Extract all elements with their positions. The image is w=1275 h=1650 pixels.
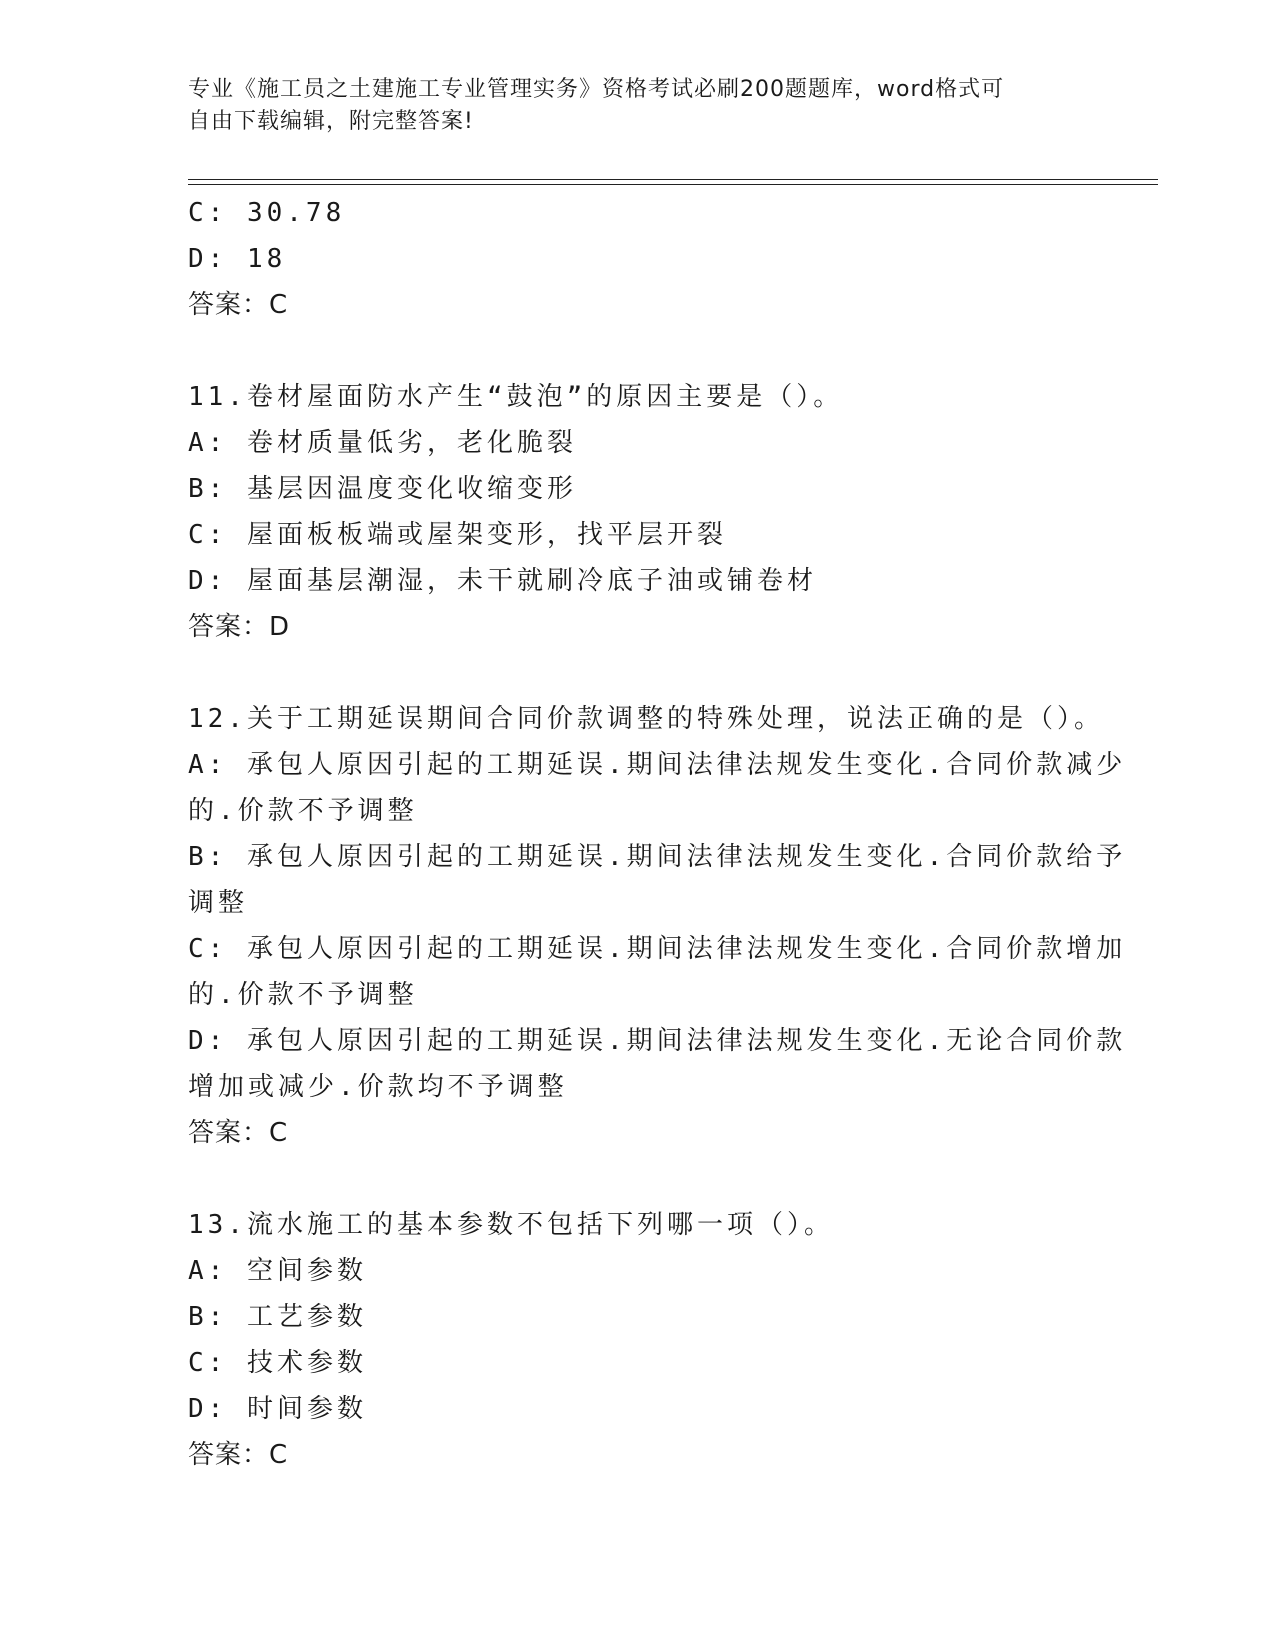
option-a: A: 卷材质量低劣，老化脆裂 (188, 428, 577, 458)
question-stem: 13.流水施工的基本参数不包括下列哪一项（）。 (188, 1210, 834, 1240)
question-stem: 12.关于工期延误期间合同价款调整的特殊处理，说法正确的是（）。 (188, 704, 1104, 734)
header-title-line-1: 专业《施工员之土建施工专业管理实务》资格考试必刷200题题库，word格式可 (188, 77, 1005, 102)
question-block-13 (188, 1202, 1088, 1478)
option-c-line-1: C: 承包人原因引起的工期延误.期间法律法规发生变化.合同价款增加 (188, 934, 1127, 964)
question-content (188, 190, 1127, 1478)
option-d: D: 屋面基层潮湿，未干就刷冷底子油或铺卷材 (188, 566, 817, 596)
spacer (188, 650, 1088, 696)
option-a-line-2: 的.价款不予调整 (188, 796, 418, 826)
option-b-line-2: 调整 (188, 888, 249, 918)
answer-line: 答案：D (188, 612, 291, 642)
option-c-line-2: 的.价款不予调整 (188, 980, 418, 1010)
question-stem: 11.卷材屋面防水产生“鼓泡”的原因主要是（）。 (188, 382, 844, 412)
spacer (188, 328, 1088, 374)
option-d-line-1: D: 承包人原因引起的工期延误.期间法律法规发生变化.无论合同价款 (188, 1026, 1127, 1056)
option-c: C: 屋面板板端或屋架变形，找平层开裂 (188, 520, 727, 550)
question-block-12 (188, 696, 1127, 1156)
option-d: D: 时间参数 (188, 1394, 367, 1424)
option-c: C: 技术参数 (188, 1348, 367, 1378)
question-block-prev (188, 190, 1088, 328)
option-b-line-1: B: 承包人原因引起的工期延误.期间法律法规发生变化.合同价款给予 (188, 842, 1127, 872)
header-divider-top (188, 179, 1158, 180)
question-block-11 (188, 374, 1088, 650)
header-divider-bottom (188, 184, 1158, 185)
answer-line: 答案：C (188, 290, 289, 320)
spacer (188, 1156, 1088, 1202)
document-header (188, 74, 1068, 138)
answer-line: 答案：C (188, 1118, 289, 1148)
option-b: B: 工艺参数 (188, 1302, 367, 1332)
option-d: D: 18 (188, 244, 287, 274)
option-c: C: 30.78 (188, 198, 346, 228)
option-b: B: 基层因温度变化收缩变形 (188, 474, 577, 504)
header-title-line-2: 自由下载编辑，附完整答案! (188, 109, 474, 134)
option-a: A: 空间参数 (188, 1256, 367, 1286)
option-d-line-2: 增加或减少.价款均不予调整 (188, 1072, 568, 1102)
option-a-line-1: A: 承包人原因引起的工期延误.期间法律法规发生变化.合同价款减少 (188, 750, 1127, 780)
answer-line: 答案：C (188, 1440, 289, 1470)
